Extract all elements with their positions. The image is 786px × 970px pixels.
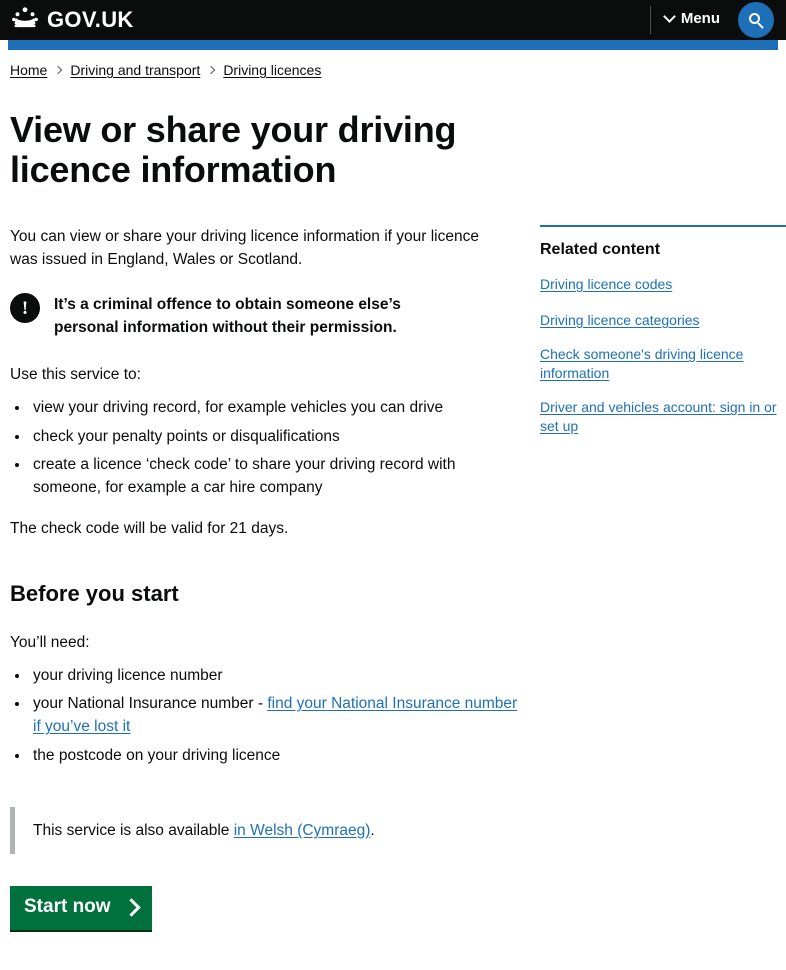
list-item bbox=[540, 398, 786, 438]
use-service-list bbox=[10, 396, 520, 499]
related-link-driving-licence-categories[interactable]: Driving licence categories bbox=[540, 311, 700, 328]
breadcrumb-item-driving-licences[interactable]: Driving licences bbox=[223, 62, 322, 78]
find-ni-number-link[interactable]: find your National Insurance number if you’ve lost it bbox=[33, 695, 518, 736]
chevron-right-icon bbox=[207, 66, 215, 74]
list-item: • check your penalty points or disqualifications bbox=[30, 425, 520, 448]
blue-accent-bar bbox=[8, 40, 778, 50]
related-links-list bbox=[540, 273, 786, 439]
search-button[interactable] bbox=[738, 2, 774, 38]
related-content-panel bbox=[540, 225, 786, 439]
chevron-right-icon bbox=[54, 66, 62, 74]
chevron-down-icon bbox=[663, 10, 676, 23]
govuk-logo[interactable] bbox=[10, 6, 134, 35]
list-item bbox=[30, 744, 520, 767]
menu-button[interactable] bbox=[665, 10, 720, 30]
site-header bbox=[0, 0, 786, 40]
requirements-list bbox=[10, 664, 520, 767]
related-link-driver-and-vehicles-account[interactable]: Driver and vehicles account: sign in or set up bbox=[540, 399, 777, 435]
requirement-text: your driving licence number bbox=[33, 666, 223, 684]
list-item: • view your driving record, for example vehicles you can drive bbox=[30, 396, 520, 419]
warning-exclamation-icon: ! bbox=[10, 293, 40, 323]
breadcrumb-item-driving-and-transport[interactable]: Driving and transport bbox=[70, 62, 201, 78]
use-service-lead: Use this service to: bbox=[10, 366, 141, 384]
related-content-title: Related content bbox=[540, 240, 661, 258]
arrow-right-icon bbox=[122, 898, 140, 916]
intro-paragraph: You can view or share your driving licence information if your licence was issued in England, Wales or Scotland. bbox=[10, 227, 479, 268]
content-grid bbox=[10, 225, 776, 970]
start-now-label: Start now bbox=[24, 896, 111, 918]
list-item bbox=[540, 273, 786, 296]
main-content bbox=[10, 225, 520, 970]
criminal-offence-warning bbox=[10, 293, 520, 339]
inset-prefix: This service is also available bbox=[33, 821, 234, 839]
header-controls bbox=[650, 0, 774, 40]
inset-text bbox=[33, 819, 490, 842]
search-icon bbox=[749, 13, 763, 27]
related-link-driving-licence-codes[interactable]: Driving licence codes bbox=[540, 275, 673, 292]
menu-button-label: Menu bbox=[680, 10, 720, 27]
list-item: • create a licence ‘check code’ to share your driving record with someone, for example a car hire company bbox=[30, 453, 520, 500]
page-title: View or share your driving licence information bbox=[10, 109, 457, 191]
welsh-language-link[interactable]: in Welsh (Cymraeg) bbox=[233, 821, 371, 839]
requirement-text: the postcode on your driving licence bbox=[33, 746, 281, 764]
check-code-validity: The check code will be valid for 21 days. bbox=[10, 520, 289, 538]
sidebar bbox=[540, 225, 786, 439]
start-now-button[interactable] bbox=[10, 886, 152, 930]
related-link-check-someones-driving-licence[interactable]: Check someone's driving licence information bbox=[540, 346, 744, 382]
welsh-availability-inset bbox=[10, 807, 490, 854]
list-item bbox=[540, 345, 786, 385]
warning-text: It’s a criminal offence to obtain someone else’s personal information without their permission. bbox=[54, 296, 401, 336]
list-item bbox=[30, 664, 520, 687]
before-you-start-heading: Before you start bbox=[10, 580, 179, 606]
crown-icon bbox=[10, 6, 40, 35]
requirement-text: your National Insurance number - bbox=[33, 695, 268, 713]
breadcrumb bbox=[10, 50, 776, 78]
govuk-logo-text: GOV.UK bbox=[47, 6, 134, 32]
inset-suffix: . bbox=[370, 821, 375, 839]
list-item bbox=[540, 309, 786, 332]
list-item bbox=[30, 692, 520, 739]
header-divider bbox=[650, 6, 651, 34]
youll-need-lead: You’ll need: bbox=[10, 633, 90, 651]
breadcrumb-item-home[interactable]: Home bbox=[10, 62, 48, 78]
